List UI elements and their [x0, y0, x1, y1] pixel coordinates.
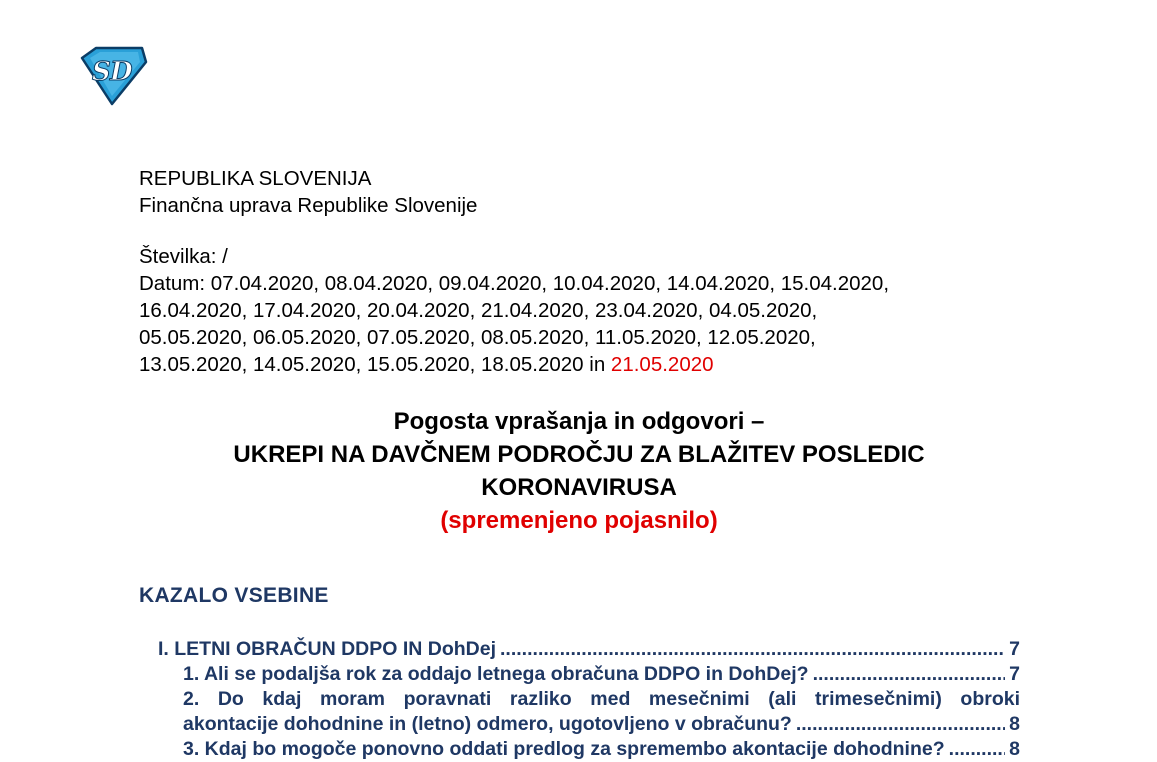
toc-page-number: 7	[1009, 663, 1020, 685]
toc-leader	[796, 712, 1005, 737]
document-number: Številka: /	[139, 245, 228, 268]
toc-entry-text: akontacije dohodnine in (letno) odmero, ugotovljeno v obračunu?	[183, 713, 792, 735]
toc-entry[interactable]	[183, 737, 1020, 762]
org-name: REPUBLIKA SLOVENIJA	[139, 167, 372, 190]
toc-entry-line1[interactable]: 2. Do kdaj moram poravnati razliko med mesečnimi (ali trimesečnimi) obroki	[183, 688, 1020, 710]
fu-logo-icon	[76, 44, 150, 106]
toc-leader	[500, 637, 1005, 662]
organization-block	[139, 165, 1019, 219]
toc-entry[interactable]	[183, 662, 1020, 687]
toc-entry-text: I. LETNI OBRAČUN DDPO IN DohDej	[158, 638, 497, 660]
document-title	[100, 405, 1058, 537]
toc-entry[interactable]	[158, 637, 1020, 662]
title-line: KORONAVIRUSA	[481, 474, 677, 501]
toc-heading: KAZALO VSEBINE	[139, 584, 329, 607]
toc-leader	[813, 662, 1006, 687]
org-subname: Finančna uprava Republike Slovenije	[139, 194, 478, 217]
date-line-last	[139, 351, 1019, 378]
toc-entry[interactable]	[183, 712, 1020, 737]
toc-entry-text: 1. Ali se podaljša rok za oddajo letnega obračuna DDPO in DohDej?	[183, 663, 809, 685]
date-line-prefix: 13.05.2020, 14.05.2020, 15.05.2020, 18.05.2020 in	[139, 353, 611, 376]
svg-text:D: D	[110, 57, 133, 87]
date-line: Datum: 07.04.2020, 08.04.2020, 09.04.2020, 10.04.2020, 14.04.2020, 15.04.2020,	[139, 272, 890, 295]
date-line: 05.05.2020, 06.05.2020, 07.05.2020, 08.05.2020, 11.05.2020, 12.05.2020,	[139, 326, 816, 349]
svg-text:S: S	[92, 57, 111, 87]
date-block	[139, 270, 1019, 378]
toc-leader	[949, 737, 1005, 762]
latest-date: 21.05.2020	[610, 353, 714, 376]
toc-page-number: 8	[1009, 738, 1020, 760]
date-line: 16.04.2020, 17.04.2020, 20.04.2020, 21.04.2020, 23.04.2020, 04.05.2020,	[139, 299, 818, 322]
toc-entry-text: 3. Kdaj bo mogoče ponovno oddati predlog za spremembo akontacije dohodnine?	[183, 738, 945, 760]
toc-page-number: 7	[1009, 638, 1020, 660]
toc-page-number: 8	[1009, 713, 1020, 735]
title-line: Pogosta vprašanja in odgovori –	[393, 408, 765, 435]
title-line: UKREPI NA DAVČNEM PODROČJU ZA BLAŽITEV POSLEDIC	[233, 441, 925, 468]
title-note: (spremenjeno pojasnilo)	[440, 507, 718, 534]
